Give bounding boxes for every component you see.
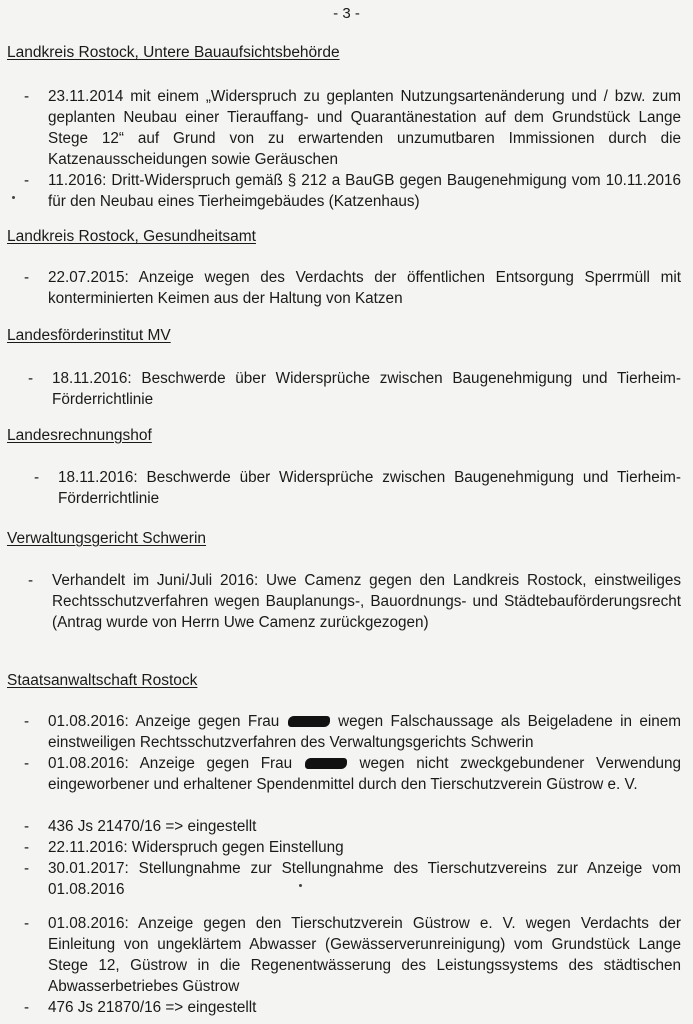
list-item-text: 30.01.2017: Stellungnahme zur Stellungnahme des Tierschutzvereins zur Anzeige vom 01.08.2016 <box>48 860 681 898</box>
scan-speck <box>12 196 15 199</box>
bullet-dash: - <box>24 172 30 189</box>
list-item <box>28 368 681 410</box>
scan-speck <box>299 884 302 887</box>
list-item-text: Verhandelt im Juni/Juli 2016: Uwe Camenz gegen den Landkreis Rostock, einstweiliges Rechtsschutzverfahren wegen Bauplanungs-, Bauordnungs- und Städtebauförderungsrecht (Antrag wurde von Herrn Uwe Camenz zurückgezogen) <box>52 572 681 631</box>
section-heading-landesfoerderinstitut: Landesförderinstitut MV <box>7 327 171 344</box>
list-item-text: 22.11.2016: Widerspruch gegen Einstellung <box>48 839 344 856</box>
redaction-mark <box>305 758 347 769</box>
list-item <box>28 570 681 633</box>
bullet-dash: - <box>24 915 30 932</box>
redaction-mark <box>288 716 330 727</box>
list-item <box>24 267 681 309</box>
list-item <box>24 711 682 753</box>
list-item <box>34 467 681 509</box>
list-item-text: 11.2016: Dritt-Widerspruch gemäß § 212 a BauGB gegen Baugenehmigung vom 10.11.2016 für den Neubau eines Tierheimgebäudes (Katzenhaus) <box>48 172 681 210</box>
bullet-dash: - <box>24 839 30 856</box>
list-item <box>24 753 682 795</box>
bullet-dash: - <box>24 88 30 105</box>
section-heading-verwaltungsgericht: Verwaltungsgericht Schwerin <box>7 530 207 547</box>
list-item-text: 18.11.2016: Beschwerde über Widersprüche zwischen Baugenehmigung und Tierheim-Förderrichtlinie <box>58 469 681 507</box>
bullet-dash: - <box>28 370 34 387</box>
list-item-text: 22.07.2015: Anzeige wegen des Verdachts der öffentlichen Entsorgung Sperrmüll mit konterminierten Keimen aus der Haltung von Katzen <box>48 269 681 307</box>
list-item <box>24 170 681 212</box>
list-item <box>24 997 681 1018</box>
list-item-text: 01.08.2016: Anzeige gegen Frau wegen Falschaussage als Beigeladene in einem einstweiligen Rechtsschutzverfahren des Verwaltungsgerichts Schwerin <box>48 713 682 751</box>
bullet-dash: - <box>24 269 30 286</box>
list-item <box>24 816 681 837</box>
section-heading-gesundheitsamt: Landkreis Rostock, Gesundheitsamt <box>7 228 256 245</box>
bullet-dash: - <box>24 860 30 877</box>
list-item <box>24 913 681 997</box>
bullet-dash: - <box>24 713 30 730</box>
bullet-dash: - <box>24 999 30 1016</box>
bullet-dash: - <box>24 818 30 835</box>
list-item-text: 01.08.2016: Anzeige gegen den Tierschutzverein Güstrow e. V. wegen Verdachts der Einleitung von ungeklärtem Abwasser (Gewässerverunreinigung) vom Grundstück Lange Stege 12, Güstrow in die Regenentwässerung des Leistungssystems des städtischen Abwasserbetriebes Güstrow <box>48 915 681 995</box>
bullet-dash: - <box>34 469 40 486</box>
bullet-dash: - <box>28 572 34 589</box>
list-item-text: 18.11.2016: Beschwerde über Widersprüche zwischen Baugenehmigung und Tierheim-Förderrichtlinie <box>52 370 681 408</box>
list-item-text: 436 Js 21470/16 => eingestellt <box>48 818 257 835</box>
list-item <box>24 858 681 900</box>
list-item-text: 23.11.2014 mit einem „Widerspruch zu geplanten Nutzungsartenänderung und / bzw. zum geplanten Neubau einer Tierauffang- und Quarantänestation auf dem Grundstück Lange Stege 12“ auf Grund von zu erwartenden unzumutbaren Immissionen durch die Katzenausscheidungen sowie Geräuschen <box>48 88 681 168</box>
section-heading-staatsanwaltschaft: Staatsanwaltschaft Rostock <box>7 672 198 689</box>
list-item <box>24 837 681 858</box>
page-number: - 3 - <box>333 5 360 22</box>
section-heading-bauaufsicht: Landkreis Rostock, Untere Bauaufsichtsbehörde <box>7 44 340 61</box>
section-heading-landesrechnungshof: Landesrechnungshof <box>7 427 152 444</box>
list-item-text: 01.08.2016: Anzeige gegen Frau wegen nicht zweckgebundener Verwendung eingeworbener und erhaltener Spendenmittel durch den Tierschutzverein Güstrow e. V. <box>48 755 682 793</box>
list-item <box>24 86 681 170</box>
list-item-text: 476 Js 21870/16 => eingestellt <box>48 999 257 1016</box>
bullet-dash: - <box>24 755 30 772</box>
